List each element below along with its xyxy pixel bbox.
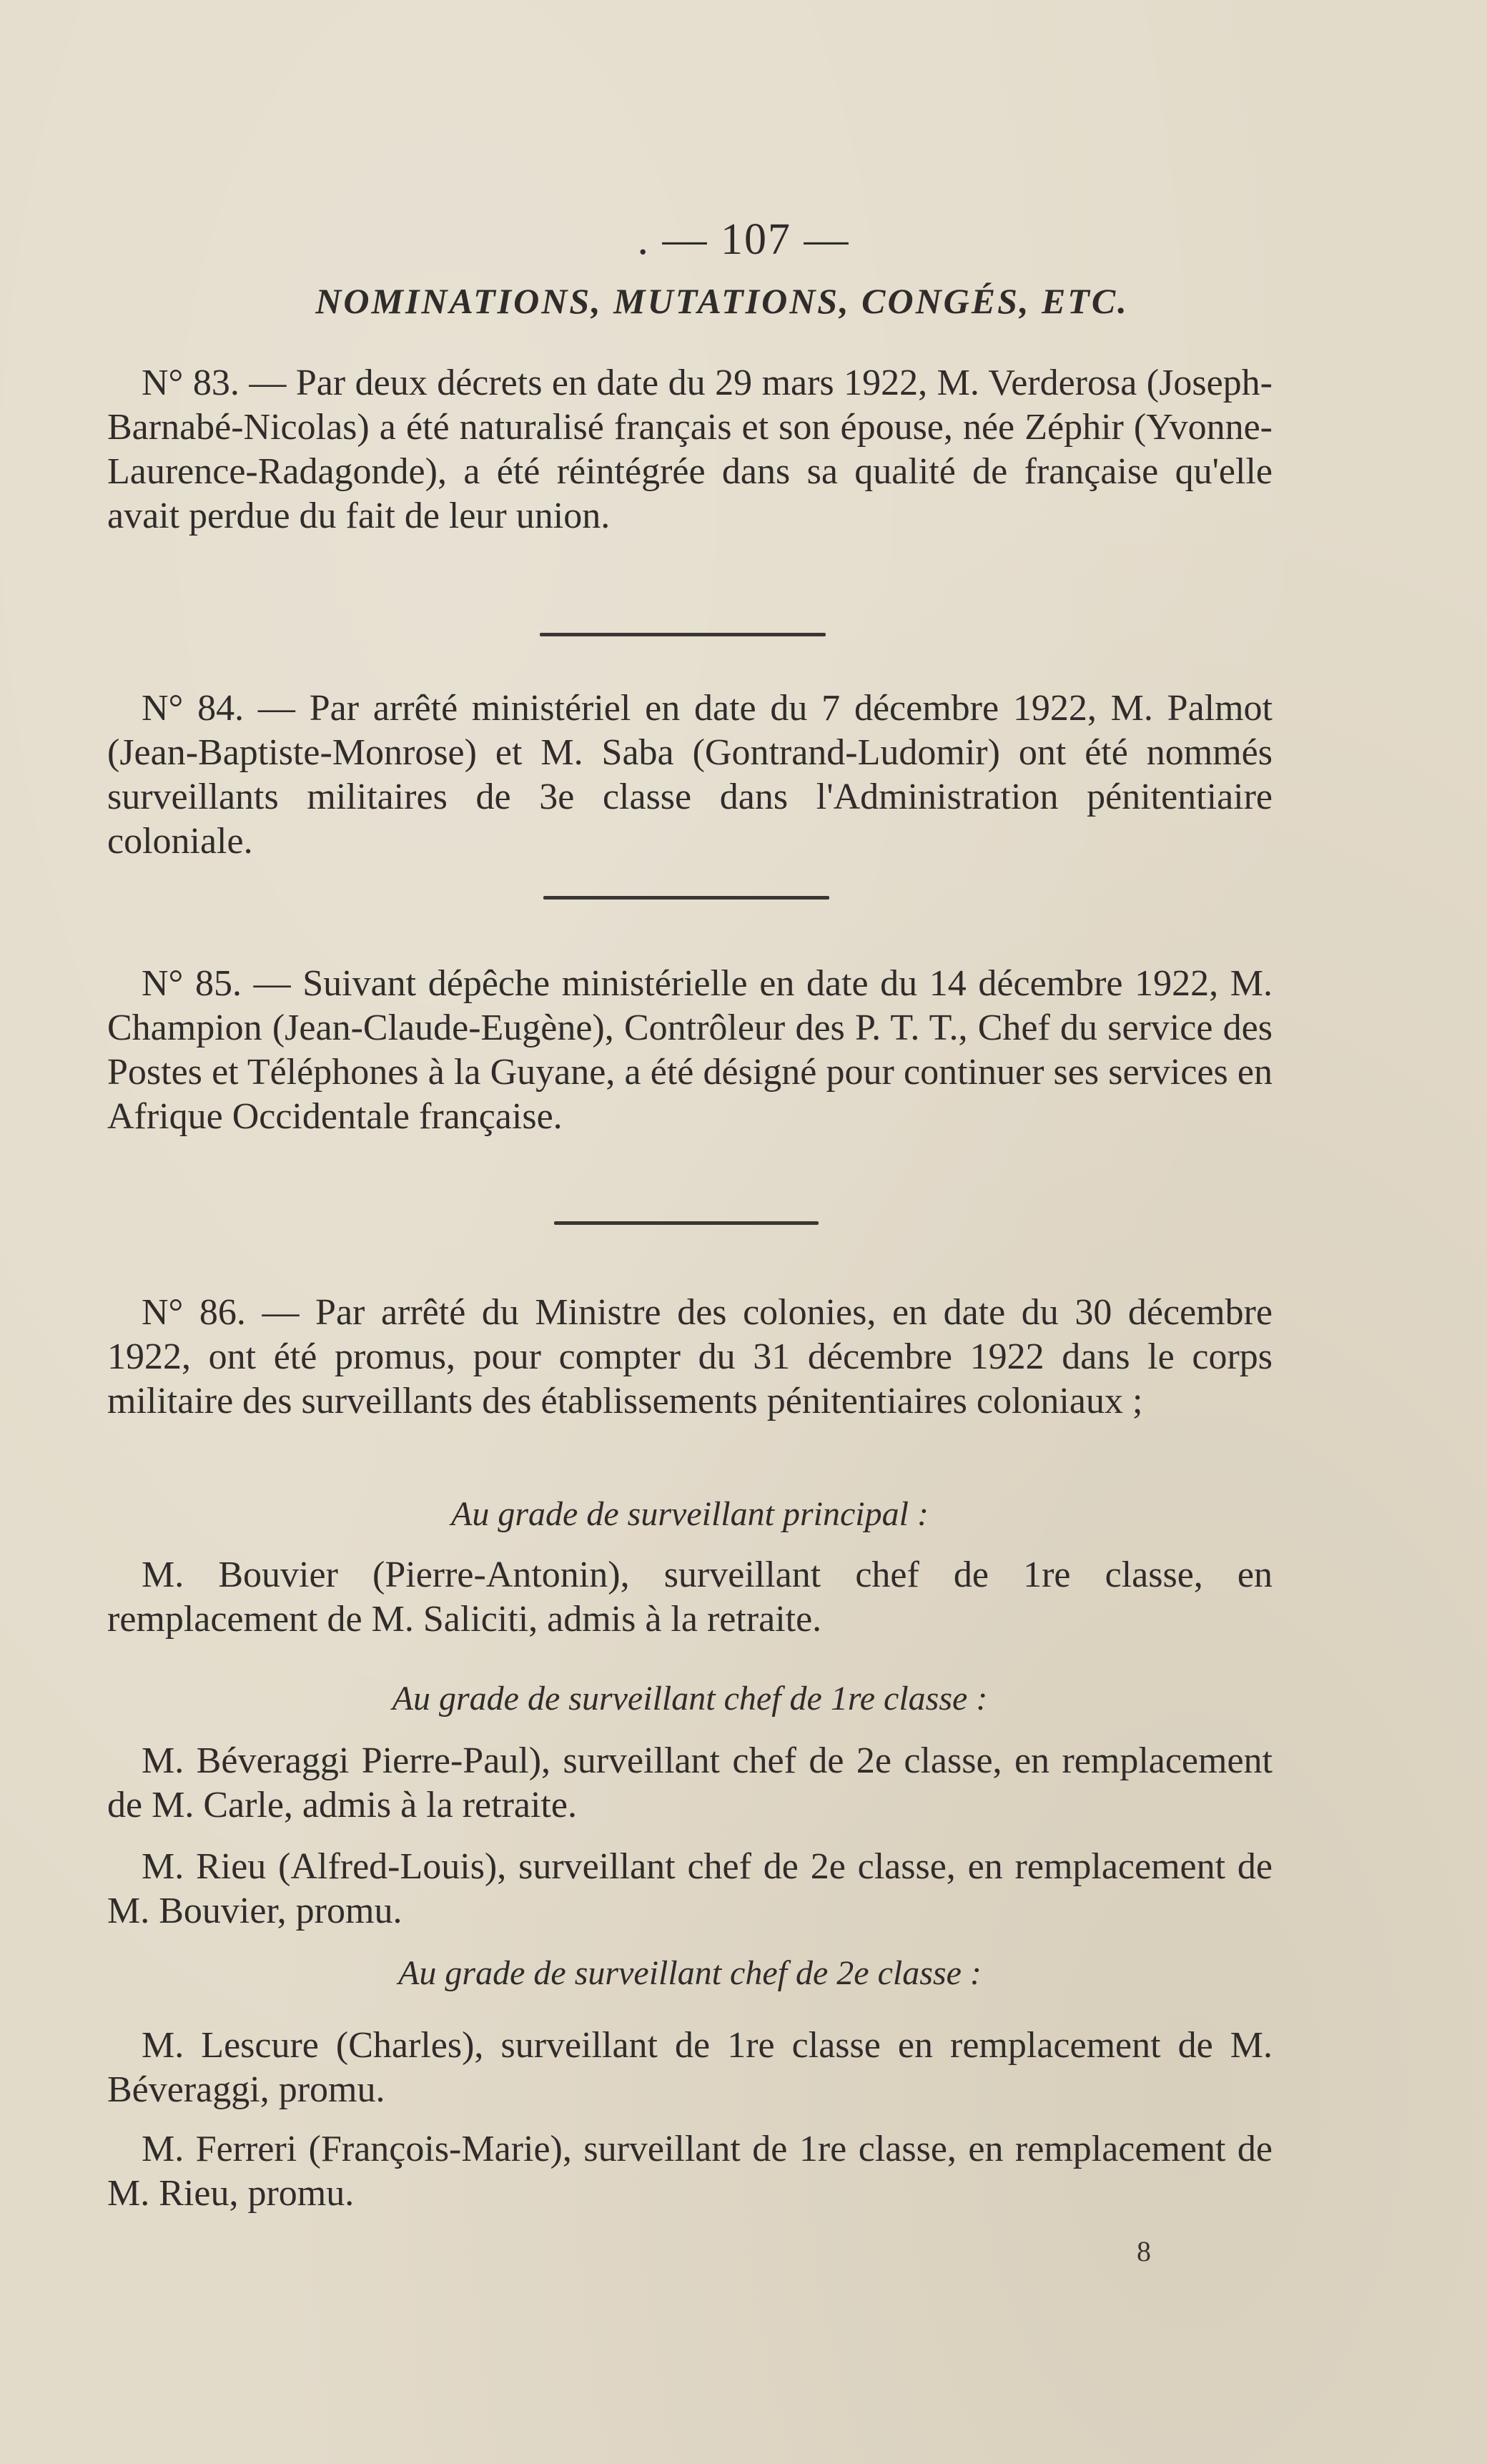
section-title-chef-2e: Au grade de surveillant chef de 2e classe : xyxy=(398,1954,982,1992)
paragraph-text: N° 86. — Par arrêté du Ministre des colonies, en date du 30 décembre 1922, ont été promus, pour compter du 31 décembre 1922 dans le corps militaire des surveillants des établissements pénitentiaires coloniaux ; xyxy=(107,1292,1273,1421)
footer-mark: 8 xyxy=(1137,2235,1151,2267)
section-heading: NOMINATIONS, MUTATIONS, CONGÉS, ETC. xyxy=(315,281,1129,321)
paragraph-text: N° 84. — Par arrêté ministériel en date du 7 décembre 1922, M. Palmot (Jean-Baptiste-Monrose) et M. Saba (Gontrand-Ludomir) ont été nommés surveillants militaires de 3e classe dans l'Administration pénitentiaire coloniale. xyxy=(107,688,1273,862)
paragraph-85 xyxy=(107,962,1273,1139)
paragraph-84 xyxy=(107,686,1273,864)
section-title-chef-1re: Au grade de surveillant chef de 1re classe : xyxy=(392,1680,988,1718)
separator-rule xyxy=(554,1221,819,1225)
entry-text: M. Ferreri (François-Marie), surveillant de 1re classe, en remplacement de M. Rieu, promu. xyxy=(107,2129,1273,2214)
paragraph-86 xyxy=(107,1291,1273,1424)
paragraph-83 xyxy=(107,361,1273,538)
entry-rieu xyxy=(107,1845,1273,1933)
page-number: . — 107 — xyxy=(637,215,850,264)
separator-rule xyxy=(543,896,829,900)
paragraph-text: N° 85. — Suivant dépêche ministérielle en date du 14 décembre 1922, M. Champion (Jean-Claude-Eugène), Contrôleur des P. T. T., Chef du service des Postes et Téléphones à la Guyane, a été désigné pour continuer ses services en Afrique Occidentale française. xyxy=(107,963,1273,1137)
entry-ferreri xyxy=(107,2127,1273,2216)
entry-lescure xyxy=(107,2024,1273,2112)
separator-rule xyxy=(540,633,826,636)
section-title-principal: Au grade de surveillant principal : xyxy=(451,1495,929,1533)
entry-text: M. Bouvier (Pierre-Antonin), surveillant chef de 1re classe, en remplacement de M. Saliciti, admis à la retraite. xyxy=(107,1554,1273,1640)
entry-text: M. Lescure (Charles), surveillant de 1re classe en remplacement de M. Béveraggi, promu. xyxy=(107,2025,1273,2110)
entry-beveraggi xyxy=(107,1739,1273,1828)
entry-bouvier xyxy=(107,1553,1273,1642)
entry-text: M. Béveraggi Pierre-Paul), surveillant chef de 2e classe, en remplacement de M. Carle, admis à la retraite. xyxy=(107,1740,1273,1825)
paragraph-text: N° 83. — Par deux décrets en date du 29 mars 1922, M. Verderosa (Joseph-Barnabé-Nicolas) a été naturalisé français et son épouse, née Zéphir (Yvonne-Laurence-Radagonde), a été réintégrée dans sa qualité de française qu'elle avait perdue du fait de leur union. xyxy=(107,363,1273,536)
entry-text: M. Rieu (Alfred-Louis), surveillant chef de 2e classe, en remplacement de M. Bouvier, promu. xyxy=(107,1846,1273,1931)
